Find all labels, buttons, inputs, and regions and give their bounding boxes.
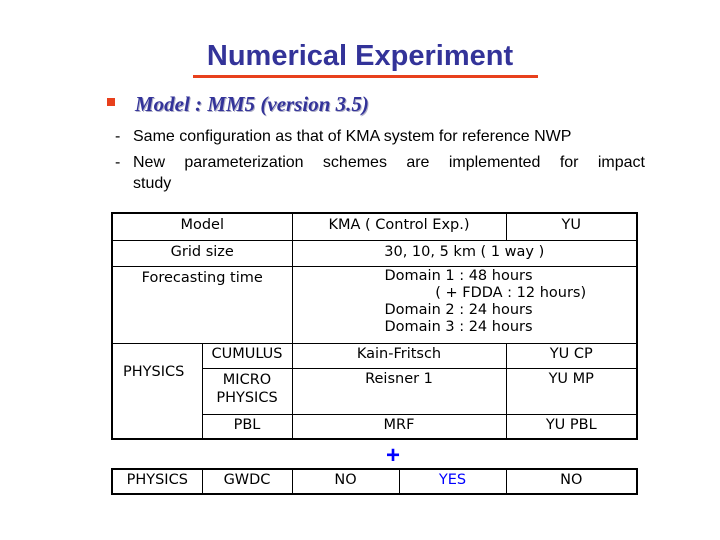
kma-cumulus: Kain-Fritsch	[292, 343, 506, 368]
extra-no-2: NO	[506, 469, 637, 494]
bullet-text-1: Same configuration as that of KMA system for reference NWP	[133, 128, 572, 145]
scheme-pbl: PBL	[202, 414, 292, 439]
plus-icon: +	[386, 442, 401, 469]
domain-line: Domain 3 : 24 hours	[384, 318, 533, 335]
header-yu: YU	[506, 213, 637, 240]
header-kma: KMA ( Control Exp.)	[292, 213, 506, 240]
kma-pbl: MRF	[292, 414, 506, 439]
domain-line: Domain 2 : 24 hours	[384, 301, 533, 318]
model-heading: Model : MM5 (version 3.5)	[135, 92, 369, 116]
domain-line: ( + FDDA : 12 hours)	[384, 284, 587, 301]
slide-title: Numerical Experiment	[206, 40, 514, 72]
extra-physics-label: PHYSICS	[112, 469, 202, 494]
gwdc-table	[111, 468, 638, 495]
domain-line: Domain 1 : 48 hours	[384, 267, 533, 284]
scheme-cumulus: CUMULUS	[202, 343, 292, 368]
bullet-text-2: New parameterization schemes are implemented for impact	[133, 154, 645, 171]
forecast-domains	[292, 266, 637, 343]
header-model: Model	[112, 213, 292, 240]
grid-size-value: 30, 10, 5 km ( 1 way )	[292, 240, 637, 266]
grid-size-label: Grid size	[112, 240, 292, 266]
bullet-text-2-cont: study	[133, 175, 172, 192]
physics-label: PHYSICS	[112, 343, 202, 439]
extra-scheme: GWDC	[202, 469, 292, 494]
yu-cumulus: YU CP	[506, 343, 637, 368]
square-bullet-icon	[107, 98, 115, 106]
kma-micro: Reisner 1	[292, 368, 506, 414]
extra-no-1: NO	[292, 469, 399, 494]
dash-marker: -	[115, 154, 121, 171]
yu-micro: YU MP	[506, 368, 637, 414]
extra-yes: YES	[399, 469, 506, 494]
yu-pbl: YU PBL	[506, 414, 637, 439]
forecast-label: Forecasting time	[112, 266, 292, 343]
scheme-micro: MICRO PHYSICS	[202, 368, 292, 414]
dash-marker: -	[115, 128, 121, 145]
title-underline	[193, 75, 538, 78]
configuration-table	[111, 212, 638, 440]
